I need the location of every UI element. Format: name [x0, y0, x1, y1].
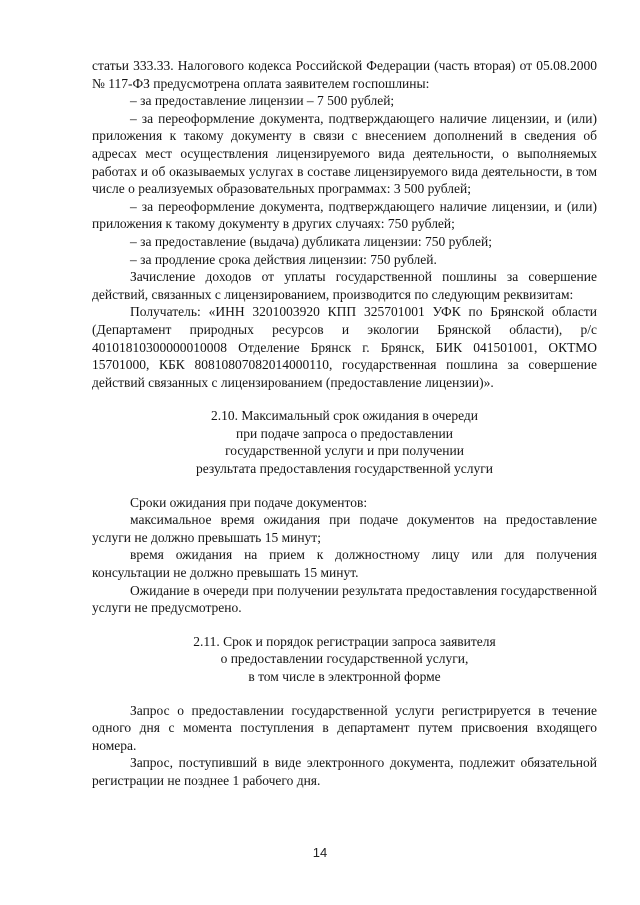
paragraph: Запрос о предоставлении государственной услуги регистрируется в течение одного дня с момента поступления в департамент путем присвоения входящего номера. [92, 702, 597, 753]
heading-line: 2.11. Срок и порядок регистрации запроса заявителя [193, 633, 496, 649]
heading-line: государственной услуги и при получении [225, 443, 464, 459]
heading-line: результата предоставления государственной услуги [196, 461, 493, 477]
heading-line: при подаче запроса о предоставлении [236, 425, 453, 441]
heading-line: о предоставлении государственной услуги, [220, 651, 469, 667]
heading-line: в том числе в электронной форме [248, 669, 441, 684]
paragraph: Зачисление доходов от уплаты государственной пошлины за совершение действий, связанных с лицензированием, производится по следующим реквизитам: [92, 269, 597, 302]
section-heading-2-11 [92, 633, 597, 686]
paragraph: Получатель: «ИНН 3201003920 КПП 325701001 УФК по Брянской области (Департамент природных ресурсов и экологии Брянской области), р/с 40101810300000010008 Отделение Брянск г. Брянск, БИК 041501001, ОКТМО 15701000, КБК 80810807082014000110, государственная пошлина за совершение действий связанных с лицензированием (предоставление лицензии)». [92, 304, 597, 390]
block-waiting [92, 494, 597, 617]
paragraph: – за предоставление лицензии – 7 500 рублей; [130, 93, 395, 109]
paragraph: Сроки ожидания при подаче документов: [130, 494, 368, 510]
paragraph: – за продление срока действия лицензии: 750 рублей. [130, 251, 437, 267]
paragraph: – за переоформление документа, подтверждающего наличие лицензии, и (или) приложения к такому документу в других случаях: 750 рублей; [92, 198, 597, 232]
paragraph: – за предоставление (выдача) дубликата лицензии: 750 рублей; [130, 233, 492, 249]
block-fees [92, 57, 597, 391]
paragraph: – за переоформление документа, подтверждающего наличие лицензии, и (или) приложения к такому документу в связи с внесением дополнений в сведения об адресах мест осуществления лицензируемого вида деятельности, о выполняемых работах и об оказываемых услугах в составе лицензируемого вида деятельности, в том числе о реализуемых образовательных программах: 3 500 рублей; [92, 110, 597, 197]
heading-line: 2.10. Максимальный срок ожидания в очереди [210, 408, 479, 424]
paragraph: время ожидания на прием к должностному лицу или для получения консультации не должно превышать 15 минут. [92, 547, 597, 581]
paragraph: Запрос, поступивший в виде электронного документа, подлежит обязательной регистрации не позднее 1 рабочего дня. [92, 755, 597, 788]
document-page [92, 57, 597, 790]
paragraph: статьи 333.33. Налогового кодекса Российской Федерации (часть вторая) от 05.08.2000 № 117-ФЗ предусмотрена оплата заявителем госпошлины: [92, 58, 597, 91]
block-registration [92, 702, 597, 790]
page-number: 14 [312, 845, 328, 860]
paragraph: Ожидание в очереди при получении результата предоставления государственной услуги не предусмотрено. [92, 582, 597, 616]
section-heading-2-10 [92, 407, 597, 477]
paragraph: максимальное время ожидания при подаче документов на предоставление услуги не должно превышать 15 минут; [92, 512, 597, 545]
